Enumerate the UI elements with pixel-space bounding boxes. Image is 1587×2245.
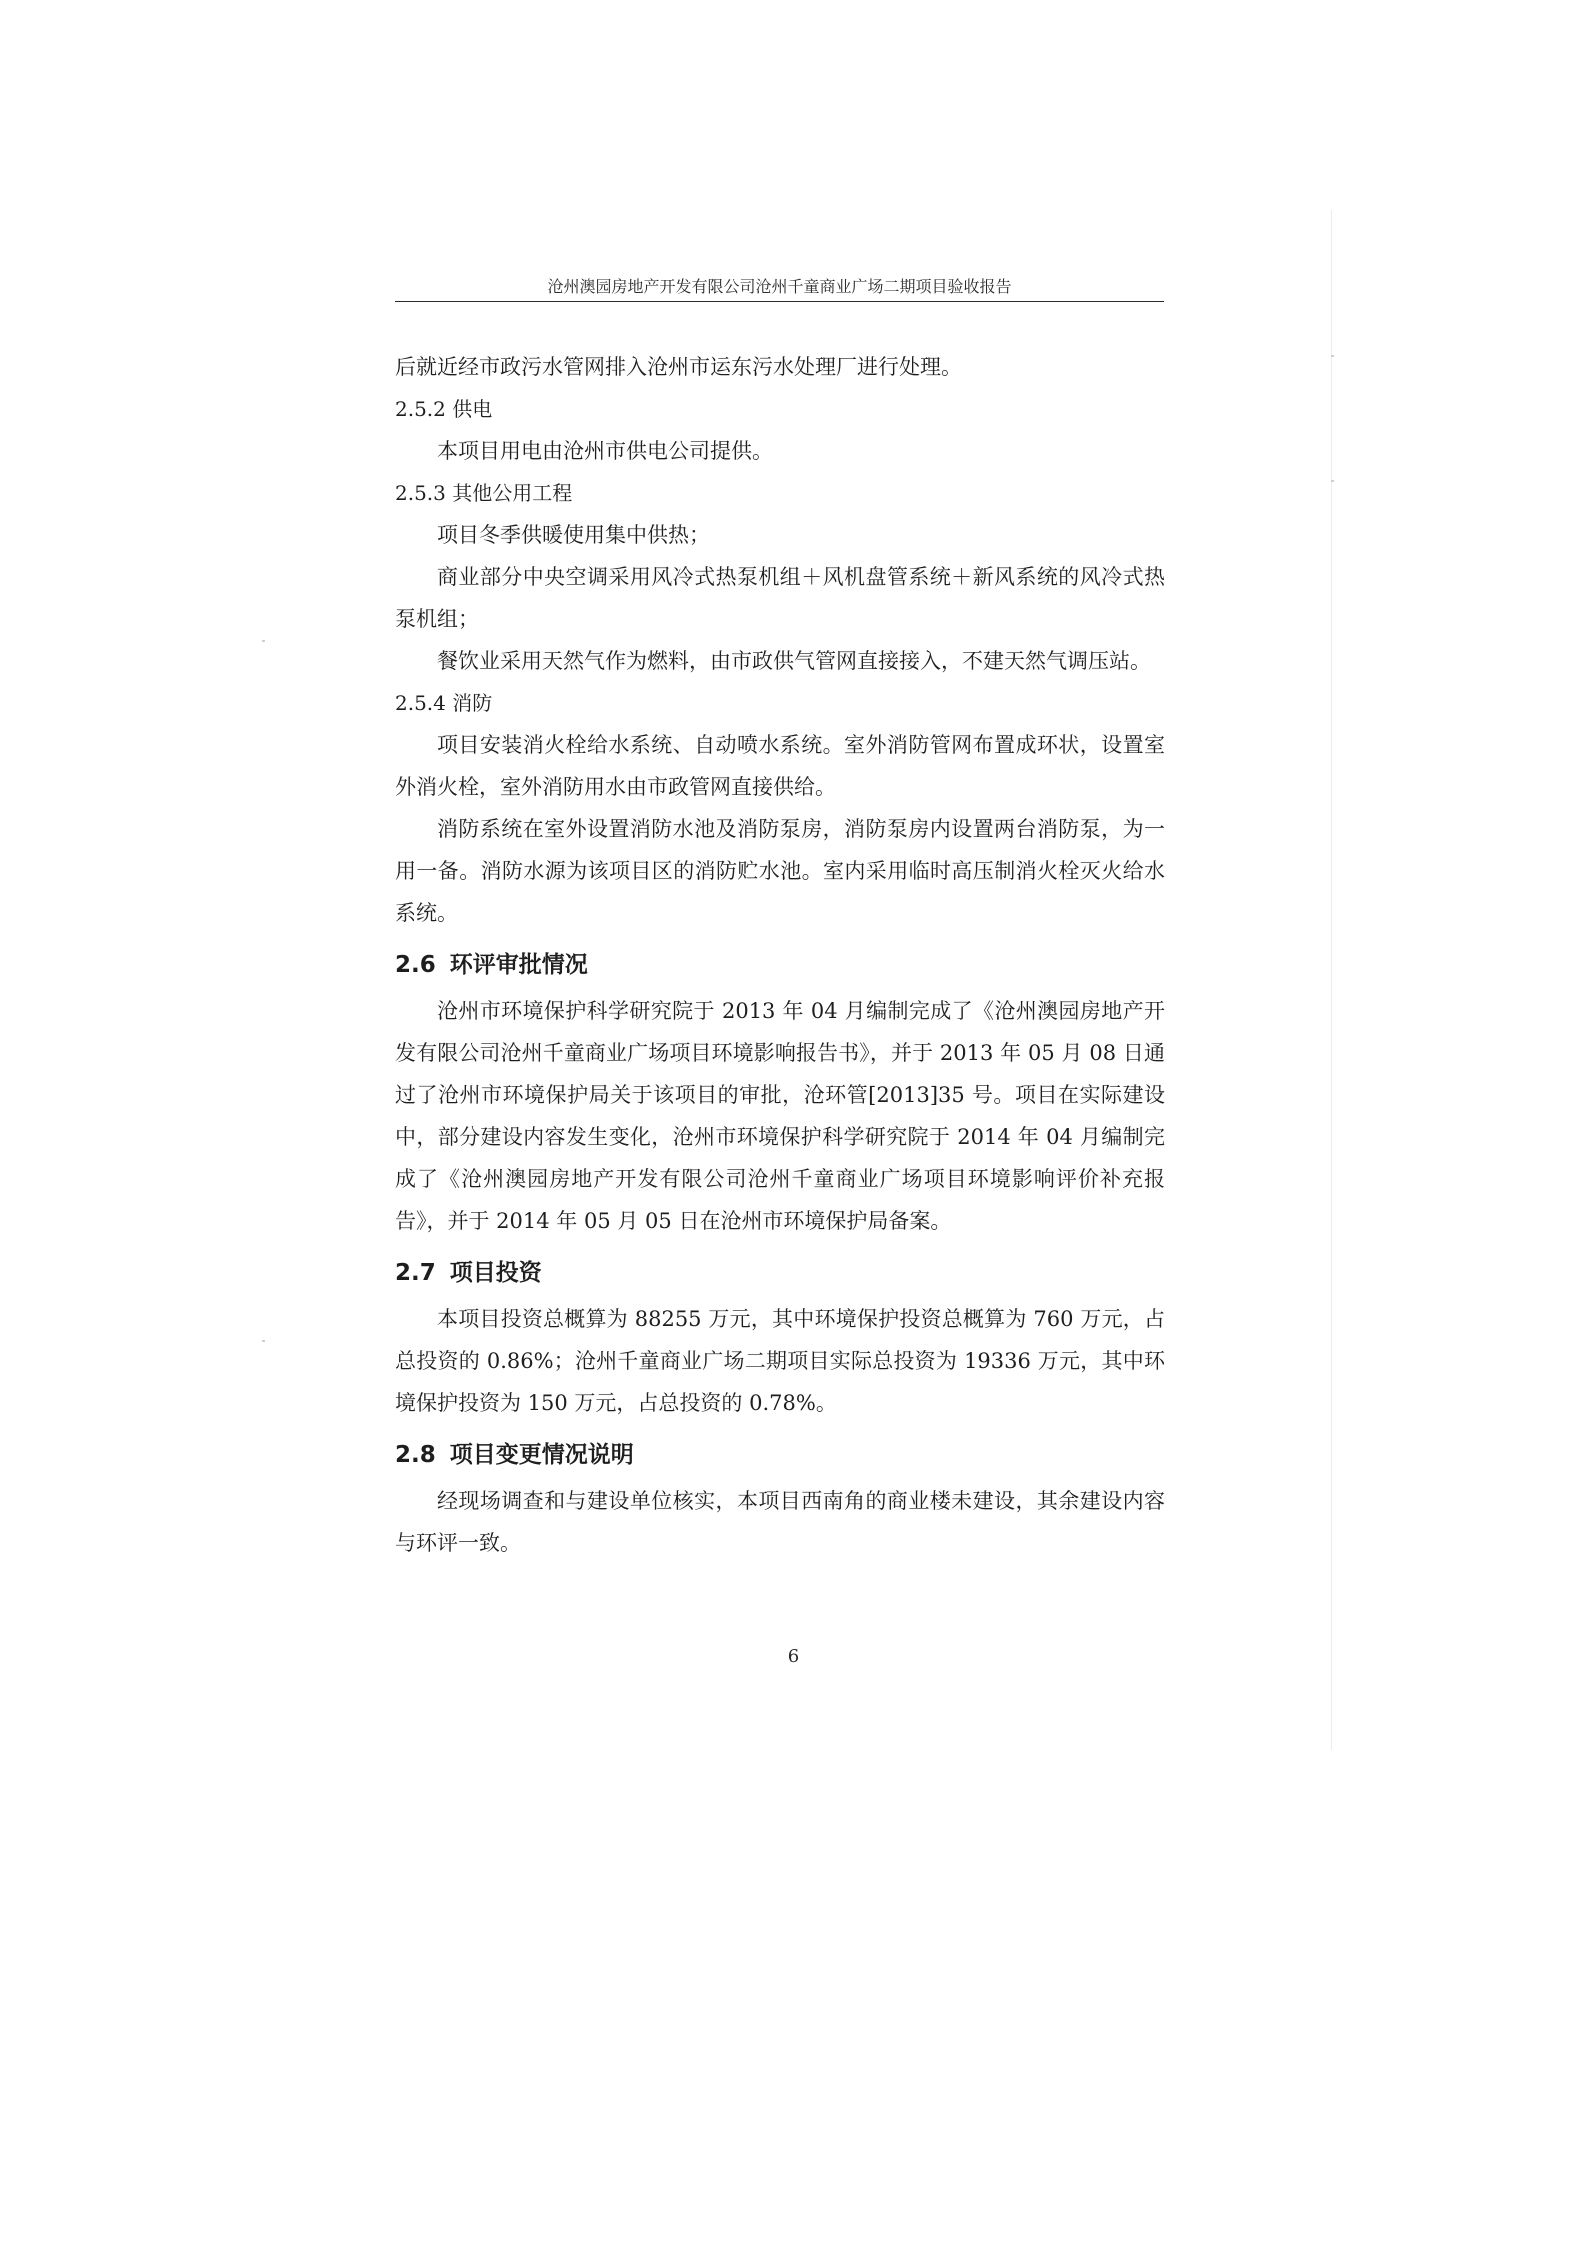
section-heading [395, 944, 1165, 986]
body-paragraph: 本项目用电由沧州市供电公司提供。 [437, 439, 773, 463]
continued-paragraph: 后就近经市政污水管网排入沧州市运东污水处理厂进行处理。 [395, 355, 962, 379]
body-paragraph: 餐饮业采用天然气作为燃料，由市政供气管网直接接入，不建天然气调压站。 [437, 649, 1151, 673]
scan-speck [1331, 480, 1334, 482]
scan-page-edge [1331, 210, 1332, 1750]
scan-speck [1331, 355, 1334, 357]
body-paragraph: 消防系统在室外设置消防水池及消防泵房，消防泵房内设置两台消防泵，为一用一备。消防水源为该项目区的消防贮水池。室内采用临时高压制消火栓灭火给水系统。 [395, 817, 1165, 925]
header-rule [395, 301, 1164, 302]
section-title: 项目投资 [449, 1260, 542, 1286]
document-body [395, 346, 1165, 1564]
body-paragraph: 项目冬季供暖使用集中供热； [437, 523, 710, 547]
body-paragraph: 本项目投资总概算为 88255 万元，其中环境保护投资总概算为 760 万元，占总投资的 0.86%；沧州千童商业广场二期项目实际总投资为 19336 万元，其中环境保护投资为 150 万元，占总投资的 0.78%。 [395, 1307, 1165, 1415]
section-heading [395, 1434, 1165, 1476]
section-number: 2.7 [395, 1260, 436, 1286]
body-paragraph: 沧州市环境保护科学研究院于 2013 年 04 月编制完成了《沧州澳园房地产开发有限公司沧州千童商业广场项目环境影响报告书》，并于 2013 年 05 月 08 日通过了沧州市环境保护局关于该项目的审批，沧环管[2013]35 号。项目在实际建设中，部分建设内容发生变化，沧州市环境保护科学研究院于 2014 年 04 月编制完成了《沧州澳园房地产开发有限公司沧州千童商业广场项目环境影响评价补充报告》，并于 2014 年 05 月 05 日在沧州市环境保护局备案。 [395, 999, 1165, 1233]
section-heading [395, 1252, 1165, 1294]
scan-speck [262, 640, 265, 642]
section-number: 2.6 [395, 952, 436, 978]
section-number: 2.8 [395, 1442, 436, 1468]
body-paragraph: 商业部分中央空调采用风冷式热泵机组＋风机盘管系统＋新风系统的风冷式热泵机组； [395, 565, 1165, 631]
subsection-heading: 2.5.4 消防 [395, 691, 493, 715]
scan-speck [262, 1340, 265, 1342]
running-header-text: 沧州澳园房地产开发有限公司沧州千童商业广场二期项目验收报告 [547, 277, 1012, 296]
subsection-heading: 2.5.3 其他公用工程 [395, 481, 573, 505]
body-paragraph: 项目安装消火栓给水系统、自动喷水系统。室外消防管网布置成环状，设置室外消火栓，室外消防用水由市政管网直接供给。 [395, 733, 1165, 799]
page-number: 6 [787, 1646, 800, 1667]
section-title: 项目变更情况说明 [449, 1442, 634, 1468]
subsection-heading: 2.5.2 供电 [395, 397, 493, 421]
section-title: 环评审批情况 [449, 952, 588, 978]
body-paragraph: 经现场调查和与建设单位核实，本项目西南角的商业楼未建设，其余建设内容与环评一致。 [395, 1489, 1165, 1555]
running-header [395, 277, 1164, 303]
